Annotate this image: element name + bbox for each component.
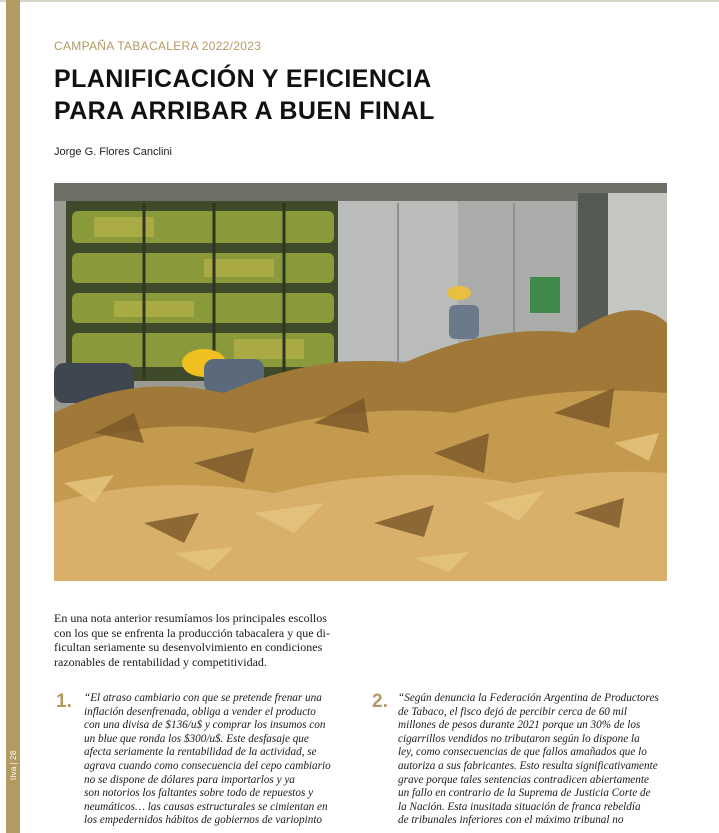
quote-line: afecta seriamente la rentabilidad de la actividad, se (84, 746, 317, 759)
quote-line: cigarrillos vendidos no tributaron según lo dispone la (398, 732, 640, 745)
author-byline: Jorge G. Flores Canclini (54, 146, 172, 158)
quote-line: los empedernidos hábitos de gobiernos de variopinto (84, 814, 323, 827)
page-number: 28 (9, 750, 18, 760)
quote-line: millones de pesos durante 2021 porque un 30% de los (398, 719, 641, 732)
quote-line: “Según denuncia la Federación Argentina de Productores (398, 692, 659, 704)
quote-line: autoriza a sus fabricantes. Esto resulta significativamente (398, 759, 658, 772)
quote-line: “El atraso cambiario con que se pretende frenar una (84, 692, 322, 704)
title-line: PLANIFICACIÓN Y EFICIENCIA (54, 65, 432, 93)
side-page-marker: tiva|28 (9, 750, 18, 780)
quote-line: de Tabaco, el fisco dejó de percibir cerca de 60 mil (398, 705, 627, 718)
quote-line: agrava cuando como consecuencia del cepo cambiario (84, 759, 331, 772)
intro-line: ficultan seriamente su desenvolvimiento en condiciones (54, 640, 323, 654)
point-quote (84, 692, 338, 828)
intro-line: En una nota anterior resumíamos los principales escollos (54, 611, 327, 625)
intro-line: razonables de rentabilidad y competitividad. (54, 654, 267, 669)
quote-line: son notorios los faltantes sobre todo de repuestos y (84, 787, 314, 800)
intro-paragraph (54, 611, 354, 669)
quote-line: un blue que ronda los $300/u$. Este desfasaje que (84, 732, 309, 745)
quote-line: grave porque tales sentencias contradicen abiertamente (398, 773, 649, 786)
quote-line: la Nación. Esta inusitada situación de franca rebeldía (398, 800, 641, 813)
quote-line: inflación desenfrenada, obliga a vender el producto (84, 705, 316, 718)
point-number: 2. (372, 691, 388, 712)
quote-line: un fallo en contrario de la Suprema de Justicia Corte de (398, 787, 651, 800)
intro-line: con los que se enfrenta la producción tabacalera y que di- (54, 625, 330, 640)
quote-line: neumáticos… las causas estructurales se cimientan en (84, 800, 328, 813)
quote-line: con una divisa de $136/u$ y comprar los insumos con (84, 719, 326, 732)
title-line: PARA ARRIBAR A BUEN FINAL (54, 97, 435, 125)
quote-line: de tribunales inferiores con el máximo tribunal no (398, 814, 624, 827)
article-title (54, 63, 514, 127)
accent-side-bar (6, 0, 20, 833)
point-quote (398, 692, 663, 828)
section-label: CAMPAÑA TABACALERA 2022/2023 (54, 39, 262, 53)
tobacco-drying-photo (54, 183, 667, 581)
quote-line: ley, como consecuencias de que fallos amañados que lo (398, 746, 647, 759)
point-number: 1. (56, 691, 72, 712)
side-brand: tiva (9, 766, 18, 780)
quote-line: no se dispone de dólares para importarlos y ya (84, 773, 295, 786)
page-top-border (0, 0, 719, 2)
